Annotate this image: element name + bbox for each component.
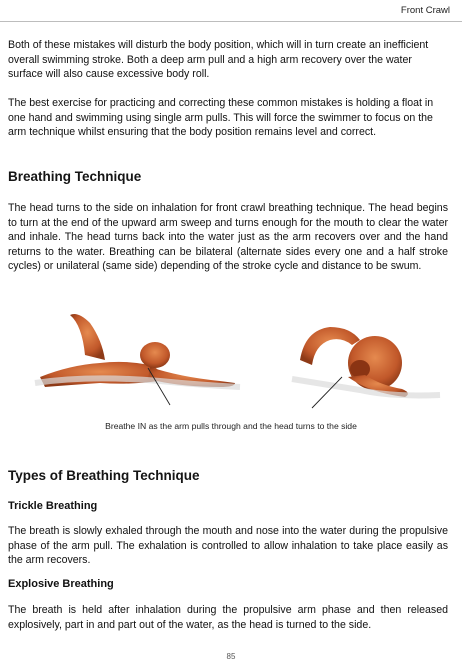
heading-trickle-breathing: Trickle Breathing <box>8 500 98 512</box>
heading-types-of-breathing: Types of Breathing Technique <box>8 468 200 483</box>
page-number: 85 <box>226 652 236 661</box>
header-divider <box>0 21 462 22</box>
heading-breathing-technique: Breathing Technique <box>8 169 142 184</box>
running-header: Front Crawl <box>400 5 450 16</box>
paragraph-mistakes: Both of these mistakes will disturb the body position, which will in turn create an inefficient overall swimming stroke. Both a deep arm pull and a high arm recovery over the water surface will also cause excessive body roll. <box>8 39 429 81</box>
paragraph-trickle: The breath is slowly exhaled through the mouth and nose into the water during the propulsive phase of the arm pull. The exhalation is controlled to allow inhalation to take place easily as the arm recovers. <box>8 525 448 567</box>
swimmer-illustration <box>30 305 450 415</box>
heading-explosive-breathing: Explosive Breathing <box>8 578 114 590</box>
paragraph-explosive: The breath is held after inhalation during the propulsive arm phase and then released explosively, part in and part out of the water, as the head is turned to the side. <box>8 604 448 631</box>
paragraph-exercise: The best exercise for practicing and correcting these common mistakes is holding a float in one hand and swimming using single arm pulls. This will force the swimmer to focus on the arm technique whilst ensuring that the body position remains level and correct. <box>8 97 434 139</box>
figure-caption: Breathe IN as the arm pulls through and the head turns to the side <box>105 421 357 431</box>
swimmer-right <box>292 327 440 408</box>
paragraph-breathing: The head turns to the side on inhalation for front crawl breathing technique. The head begins to turn at the end of the upward arm sweep and turns enough for the mouth to clear the water and inhale. The head turns back into the water just as the arm recovers over and the hand returns to the water. Breathing can be bilateral (alternate sides every one and a half stroke cycles) or unilateral (same side) depending of the stroke cycle and distance to be swum. <box>8 202 448 273</box>
swimmer-left <box>35 314 240 405</box>
